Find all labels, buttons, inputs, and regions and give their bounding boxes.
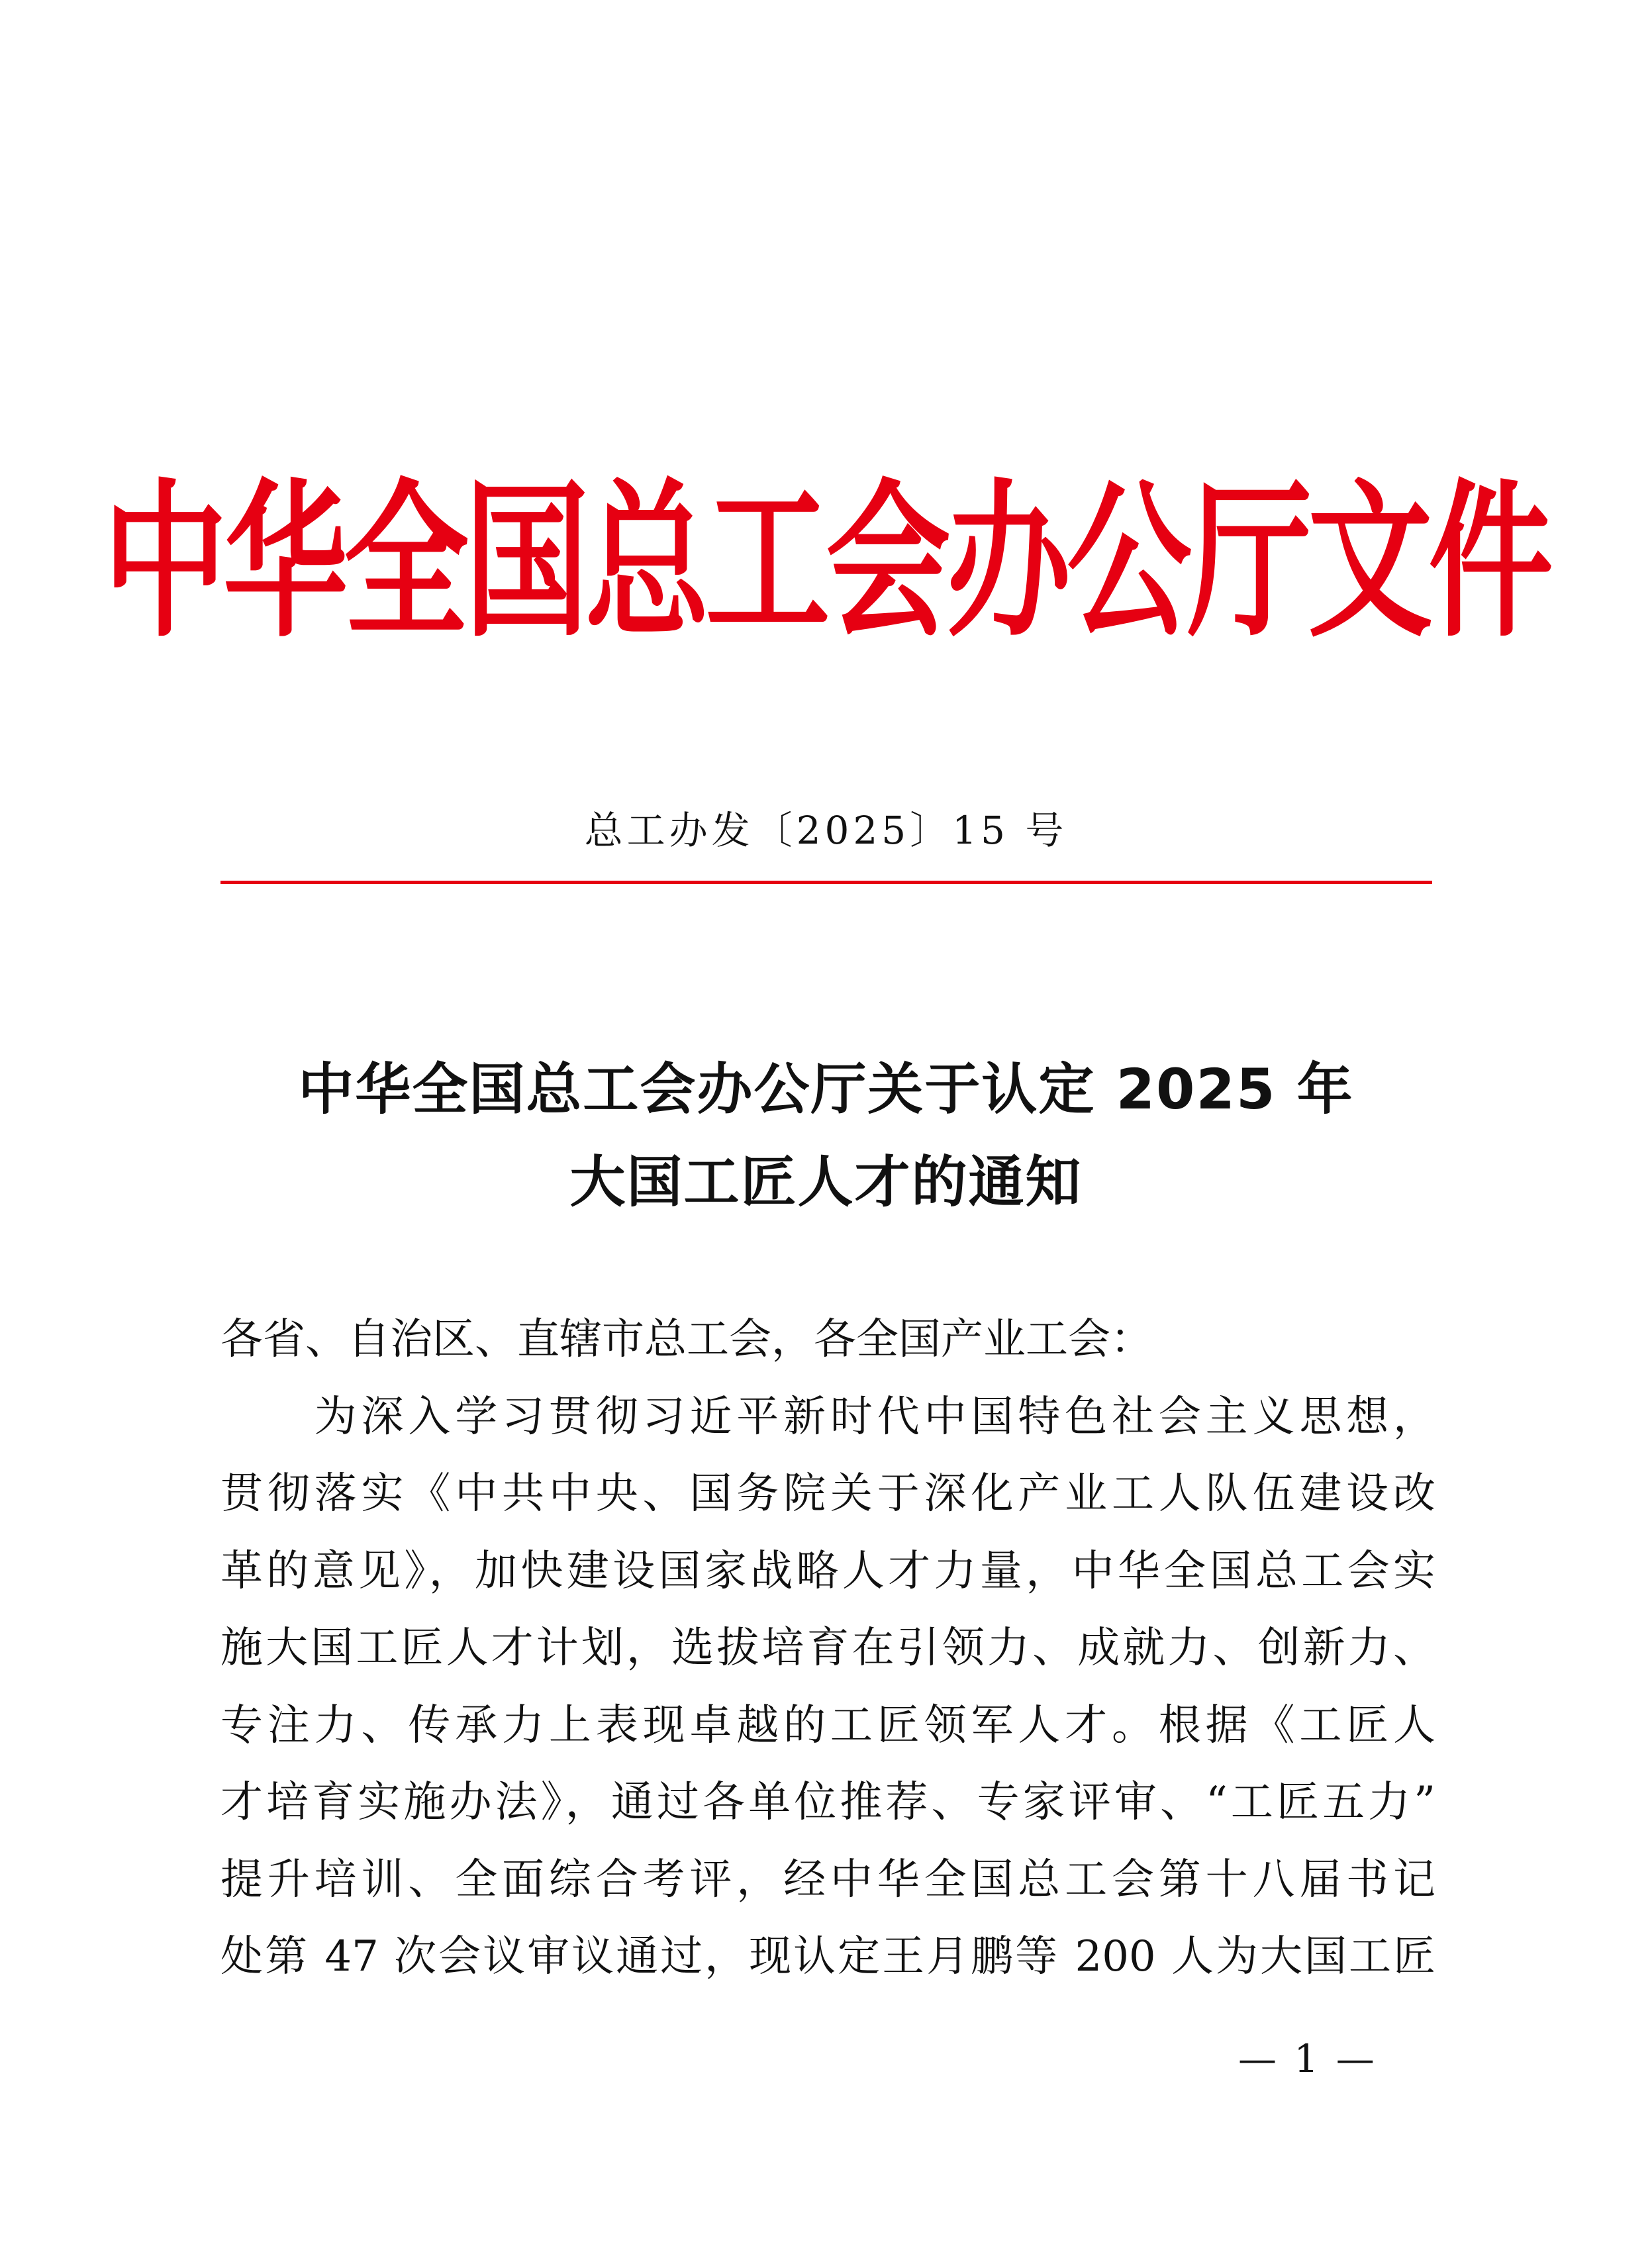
body-line: 才培育实施办法》，通过各单位推荐、专家评审、“工匠五力”: [220, 1778, 1435, 1827]
body-line: 提升培训、全面综合考评，经中华全国总工会第十八届书记: [220, 1855, 1435, 1904]
body-line: 革的意见》，加快建设国家战略人才力量，中华全国总工会实: [220, 1546, 1435, 1596]
body-line: 为深入学习贯彻习近平新时代中国特色社会主义思想，: [220, 1392, 1435, 1442]
notice-body: [220, 1301, 1435, 1996]
red-divider: [220, 881, 1432, 884]
masthead: [103, 464, 1549, 662]
document-number: 总工办发〔2025〕15 号: [584, 808, 1068, 853]
body-line: 贯彻落实《中共中央、国务院关于深化产业工人队伍建设改: [220, 1469, 1435, 1518]
title-line-1: 中华全国总工会办公厅关于认定 2025 年: [298, 1057, 1354, 1122]
body-line: 施大国工匠人才计划，选拔培育在引领力、成就力、创新力、: [220, 1624, 1435, 1673]
body-line: 处第 47 次会议审议通过，现认定王月鹏等 200 人为大国工匠: [220, 1932, 1435, 1981]
salutation: 各省、自治区、直辖市总工会，各全国产业工会：: [220, 1315, 1153, 1364]
title-line-2: 大国工匠人才的通知: [569, 1150, 1083, 1214]
notice-title: [0, 1043, 1652, 1228]
body-line: 专注力、传承力上表现卓越的工匠领军人才。根据《工匠人: [220, 1700, 1435, 1750]
masthead-title: 中华全国总工会办公厅文件: [103, 464, 1549, 661]
page-number: — 1 —: [1238, 2036, 1377, 2081]
